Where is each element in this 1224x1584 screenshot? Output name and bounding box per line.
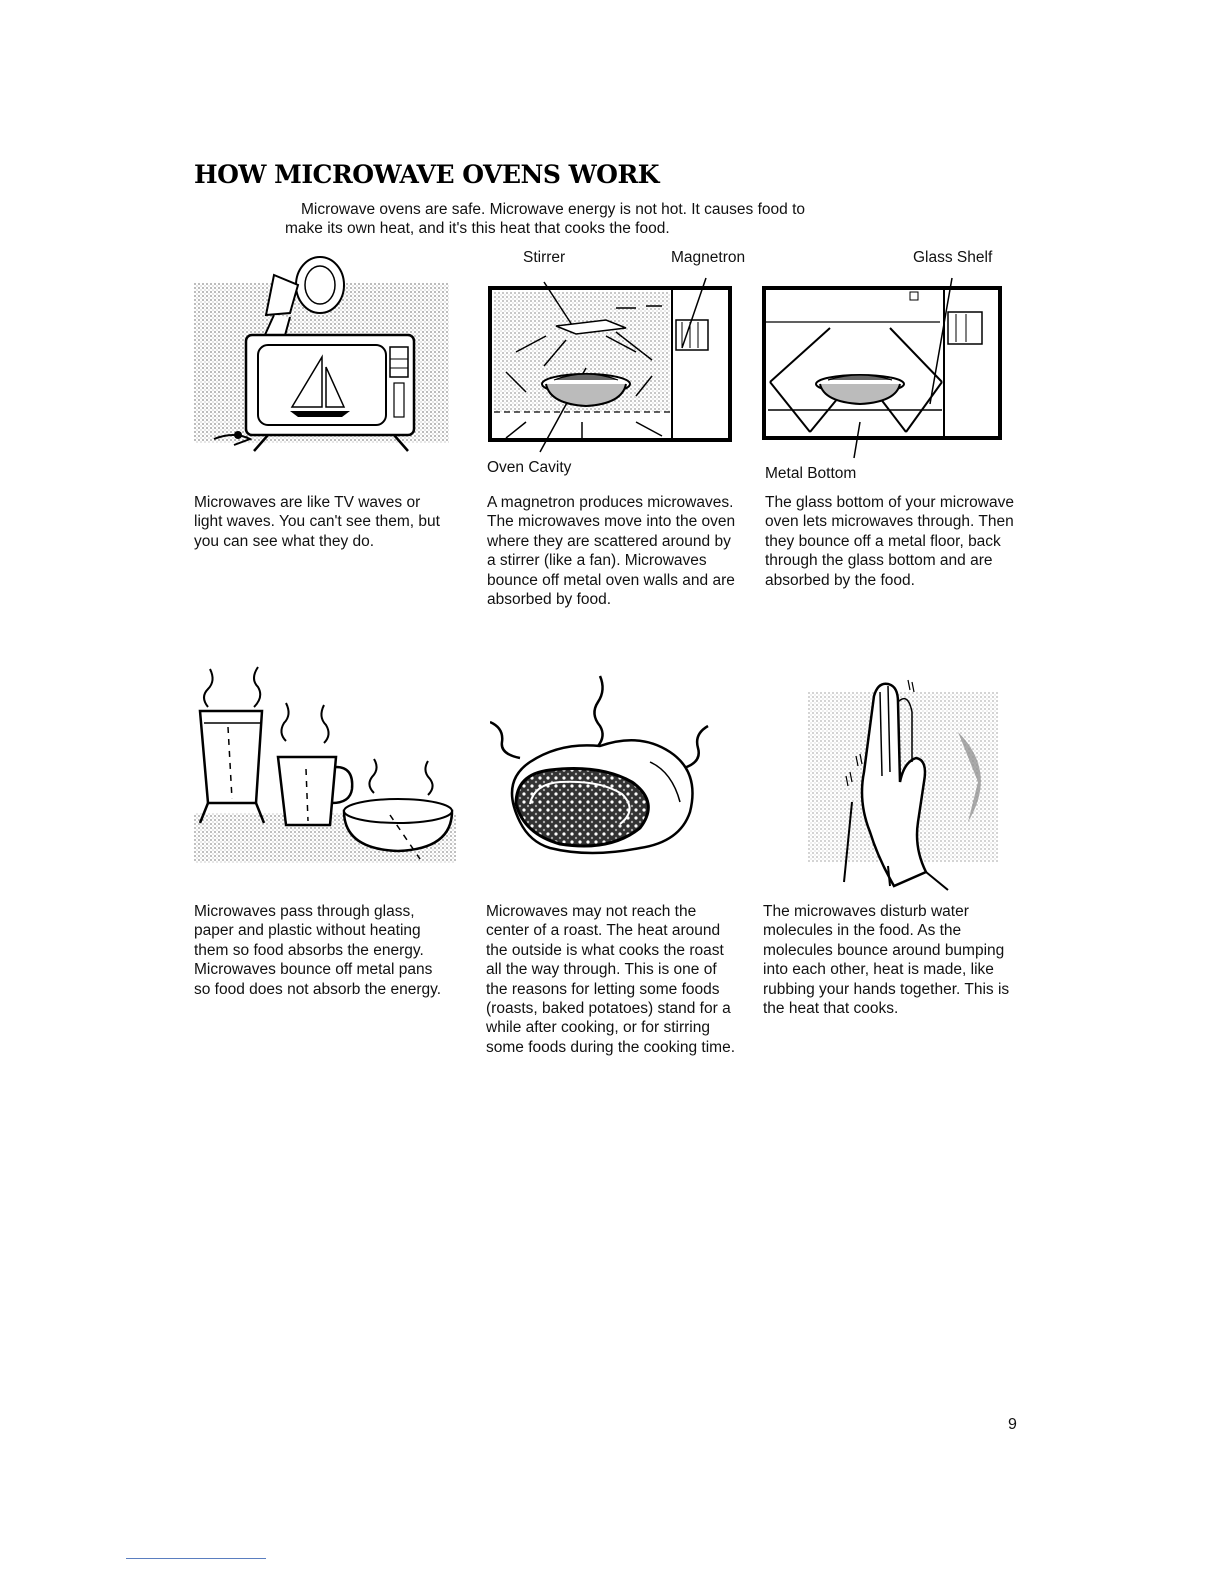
page-number: 9: [1008, 1416, 1017, 1433]
oven-cavity-diagram-icon: [486, 272, 736, 457]
containers-illustration-icon: [194, 663, 456, 865]
paragraph-roast: Microwaves may not reach the center of a roast. The heat around the outside is what cooks the roast all the way through. This is one of the reasons for letting some foods (roasts, baked potatoes) stand for a while after cooking, or for stirring some foods during the cooking time.: [486, 903, 735, 1056]
paragraph-magnetron: A magnetron produces microwaves. The microwaves move into the oven where they are scattered around by a stirrer (like a fan). Microwaves bounce off metal oven walls and are absorbed by food.: [487, 494, 736, 609]
paragraph-tv: Microwaves are like TV waves or light waves. You can't see them, but you can see what they do.: [194, 494, 440, 550]
glass-shelf-diagram-icon: [760, 272, 1005, 462]
roast-illustration-icon: [490, 672, 720, 872]
paragraph-glass-bottom: The glass bottom of your microwave oven lets microwaves through. Then they bounce off a metal floor, back through the glass bottom and are absorbed by the food.: [765, 494, 1014, 589]
paragraph-molecules: The microwaves disturb water molecules in the food. As the molecules bounce around bumping into each other, heat is made, like rubbing your hands together. This is the heat that cooks.: [763, 903, 1010, 1018]
label-metal-bottom: Metal Bottom: [765, 465, 857, 482]
intro-text: [285, 200, 965, 238]
tv-illustration-icon: [194, 255, 449, 455]
rubbing-hands-illustration-icon: [808, 672, 998, 894]
page-title: HOW MICROWAVE OVENS WORK: [194, 160, 659, 189]
label-magnetron: Magnetron: [671, 249, 746, 266]
paragraph-containers: Microwaves pass through glass, paper and plastic without heating them so food absorbs the energy. Microwaves bounce off metal pans so food does not absorb the energy.: [194, 903, 442, 998]
label-glass-shelf: Glass Shelf: [913, 249, 993, 266]
intro-line-2: make its own heat, and it's this heat that cooks the food.: [285, 220, 670, 237]
label-stirrer: Stirrer: [523, 249, 566, 266]
footer-rule: [126, 1558, 266, 1559]
label-oven-cavity: Oven Cavity: [487, 459, 572, 476]
intro-line-1: Microwave ovens are safe. Microwave energy is not hot. It causes food to: [301, 201, 805, 218]
